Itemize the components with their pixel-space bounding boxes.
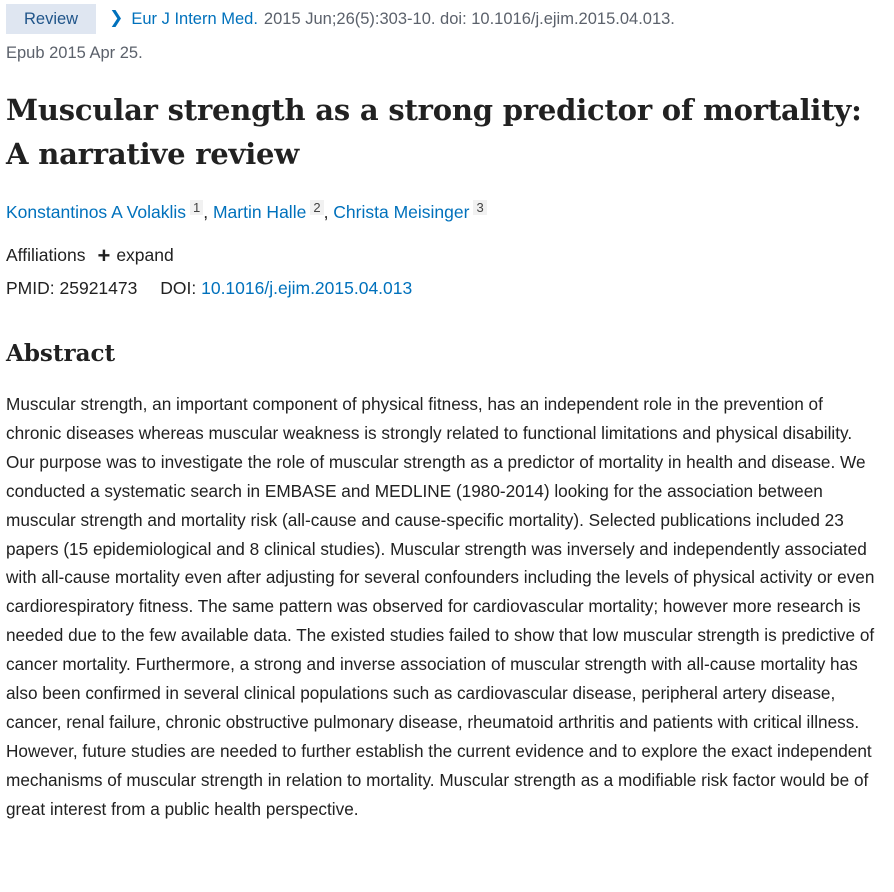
author-separator: ,	[323, 202, 334, 222]
abstract-text: Muscular strength, an important component of physical fitness, has an independent role in the prevention of chronic diseases whereas muscular weakness is strongly related to functional limitations and physical disability. Our purpose was to investigate the role of muscular strength as a predictor of mortality in health and disease. We conducted a systematic search in EMBASE and MEDLINE (1980-2014) looking for the association between muscular strength and mortality risk (all-cause and cause-specific mortality). Selected publications included 23 papers (15 epidemiological and 8 clinical studies). Muscular strength was inversely and independently associated with all-cause mortality even after adjusting for several confounders including the levels of physical activity or even cardiorespiratory fitness. The same pattern was observed for cardiovascular mortality; however more research is needed due to the few available data. The existed studies failed to show that low muscular strength is predictive of cancer mortality. Furthermore, a strong and inverse association of muscular strength with all-cause mortality has also been confirmed in several clinical populations such as cardiovascular disease, peripheral artery disease, cancer, renal failure, chronic obstructive pulmonary disease, rheumatoid arthritis and patients with critical illness. However, future studies are needed to further establish the current evidence and to explore the exact independent mechanisms of muscular strength in relation to mortality. Muscular strength as a modifiable risk factor would be of great interest from a public health perspective.	[6, 394, 875, 819]
author-link[interactable]: Christa Meisinger	[333, 202, 470, 222]
affiliation-number[interactable]: 1	[190, 200, 203, 215]
author-link[interactable]: Martin Halle	[212, 202, 307, 222]
journal-link[interactable]: Eur J Intern Med.	[131, 9, 258, 28]
epub-date: Epub 2015 Apr 25.	[6, 44, 143, 62]
article-title: Muscular strength as a strong predictor of mortality: A narrative review	[6, 93, 862, 171]
doi-link[interactable]: 10.1016/j.ejim.2015.04.013	[201, 278, 413, 298]
plus-icon: +	[97, 242, 111, 268]
pmid-label: PMID:	[6, 278, 55, 298]
expand-label: expand	[116, 245, 174, 265]
affiliation-number[interactable]: 2	[310, 200, 323, 215]
abstract-heading: Abstract	[6, 340, 116, 367]
doi-label: DOI:	[160, 278, 197, 298]
citation-line	[6, 4, 675, 34]
chevron-right-icon[interactable]: ❯	[109, 8, 124, 27]
affiliations-row	[6, 242, 174, 268]
affiliation-number[interactable]: 3	[473, 200, 486, 215]
author-link[interactable]: Konstantinos A Volaklis	[6, 202, 186, 222]
author-list	[6, 200, 487, 223]
publication-type-badge[interactable]: Review	[6, 4, 96, 34]
citation-details: 2015 Jun;26(5):303-10. doi: 10.1016/j.ejim.2015.04.013.	[263, 9, 675, 28]
author-separator: ,	[203, 202, 213, 222]
pmid-value: 25921473	[59, 278, 138, 298]
article-identifiers	[6, 278, 412, 299]
affiliations-label: Affiliations	[6, 245, 86, 265]
expand-affiliations-button[interactable]	[97, 242, 174, 268]
